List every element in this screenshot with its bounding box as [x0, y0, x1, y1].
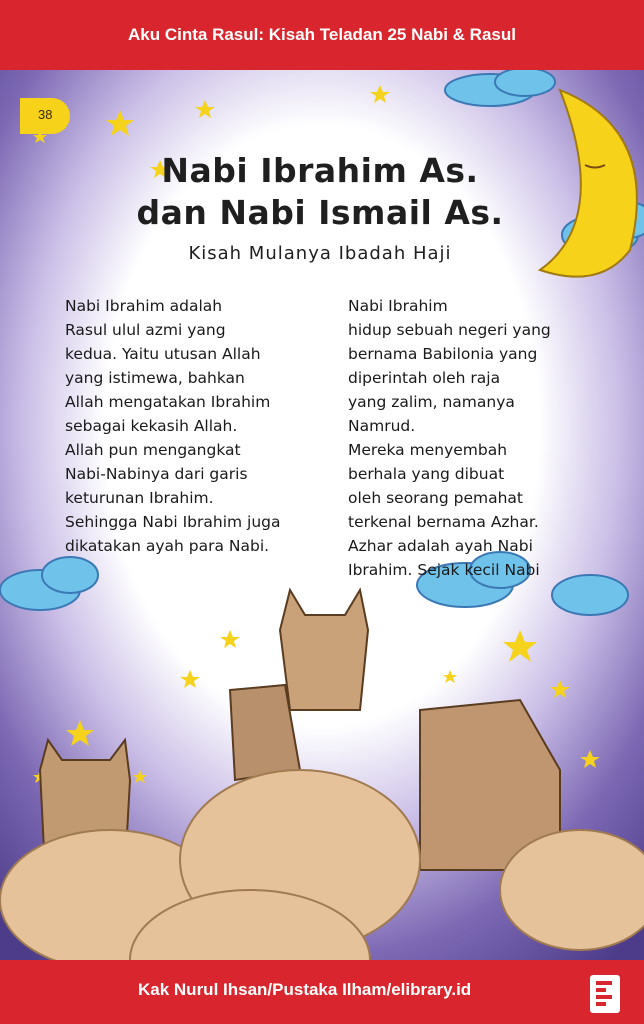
- footer-bar: [0, 960, 644, 1024]
- page-number: 38: [38, 107, 53, 122]
- text-column-1: Nabi Ibrahim adalah Rasul ulul azmi yang kedua. Yaitu utusan Allah yang istimewa, bahkan Allah mengatakan Ibrahim sebagai kekasih Allah. Allah pun mengangkat Nabi-Nabinya dari garis keturunan Ibrahim. Sehingga Nabi Ibrahim juga dikatakan ayah para Nabi.: [65, 297, 281, 555]
- title-line-2: dan Nabi Ismail As.: [136, 193, 504, 232]
- footer-credit: Kak Nurul Ihsan/Pustaka Ilham/elibrary.id: [138, 980, 472, 999]
- title-line-1: Nabi Ibrahim As.: [161, 151, 479, 190]
- text-column-2: Nabi Ibrahim hidup sebuah negeri yang bernama Babilonia yang diperintah oleh raja yang zalim, namanya Namrud. Mereka menyembah berhala yang dibuat oleh seorang pemahat terkenal bernama Azhar. Azhar adalah ayah Nabi Ibrahim. Sejak kecil Nabi: [348, 297, 551, 579]
- book-title: Aku Cinta Rasul: Kisah Teladan 25 Nabi & Rasul: [128, 25, 516, 44]
- elibrary-logo-mark: [596, 981, 612, 1007]
- page-number-tab: [20, 98, 70, 134]
- article-subtitle: Kisah Mulanya Ibadah Haji: [188, 243, 452, 264]
- header-bar: [0, 0, 644, 70]
- article-title: [110, 150, 530, 234]
